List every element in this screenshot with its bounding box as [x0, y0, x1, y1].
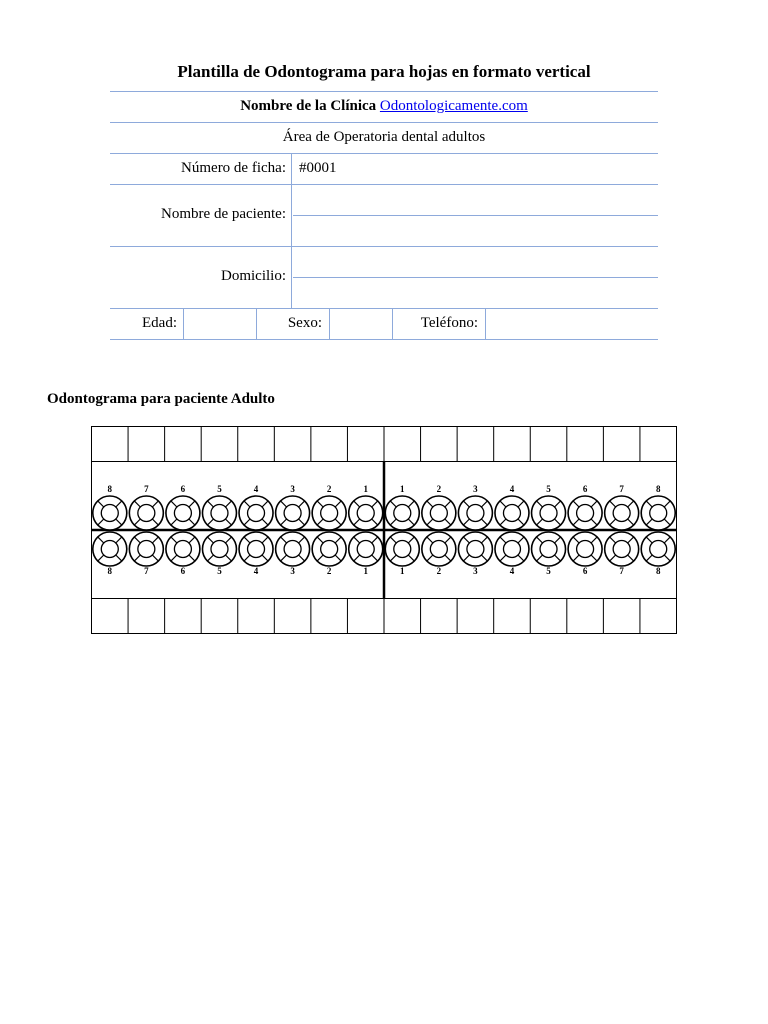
- lower-tooth-number: 2: [436, 566, 442, 576]
- upper-tooth-number: 2: [326, 484, 332, 494]
- lower-tooth-number: 4: [253, 566, 259, 576]
- telefono-label: Teléfono:: [420, 315, 478, 331]
- upper-tooth-number: 1: [400, 484, 405, 494]
- lower-tooth-number: 2: [326, 566, 332, 576]
- clinic-link[interactable]: Odontologicamente.com: [379, 98, 528, 114]
- lower-tooth-number: 7: [144, 566, 149, 576]
- upper-tooth-number: 2: [436, 484, 442, 494]
- upper-tooth-number: 8: [107, 484, 113, 494]
- upper-tooth-number: 4: [253, 484, 259, 494]
- lower-tooth-number: 1: [400, 566, 405, 576]
- upper-tooth-number: 7: [619, 484, 624, 494]
- upper-tooth-number: 6: [582, 484, 588, 494]
- upper-tooth-number: 7: [144, 484, 149, 494]
- lower-tooth-number: 3: [473, 566, 478, 576]
- ficha-label: Número de ficha:: [181, 160, 286, 176]
- odontogram-heading: Odontograma para paciente Adulto: [47, 391, 275, 407]
- lower-tooth-number: 5: [217, 566, 222, 576]
- upper-tooth-number: 8: [655, 484, 661, 494]
- domicilio-label: Domicilio:: [221, 268, 286, 284]
- lower-tooth-number: 5: [546, 566, 551, 576]
- paciente-label: Nombre de paciente:: [161, 206, 286, 222]
- lower-tooth-number: 1: [363, 566, 368, 576]
- area-label: Área de Operatoria dental adultos: [282, 129, 486, 145]
- upper-tooth-number: 3: [473, 484, 478, 494]
- upper-tooth-number: 5: [546, 484, 551, 494]
- lower-tooth-number: 6: [582, 566, 588, 576]
- lower-tooth-number: 4: [509, 566, 515, 576]
- lower-tooth-number: 7: [619, 566, 624, 576]
- lower-tooth-number: 6: [180, 566, 186, 576]
- ficha-value[interactable]: #0001: [299, 160, 337, 176]
- upper-tooth-number: 5: [217, 484, 222, 494]
- upper-tooth-number: 1: [363, 484, 368, 494]
- edad-label: Edad:: [142, 315, 177, 331]
- sexo-label: Sexo:: [287, 315, 322, 331]
- clinic-label: Nombre de la Clínica: [240, 98, 377, 114]
- upper-tooth-number: 3: [290, 484, 295, 494]
- lower-tooth-number: 8: [655, 566, 661, 576]
- lower-tooth-number: 8: [107, 566, 113, 576]
- upper-tooth-number: 4: [509, 484, 515, 494]
- upper-tooth-number: 6: [180, 484, 186, 494]
- page-title: Plantilla de Odontograma para hojas en formato vertical: [177, 62, 591, 81]
- lower-tooth-number: 3: [290, 566, 295, 576]
